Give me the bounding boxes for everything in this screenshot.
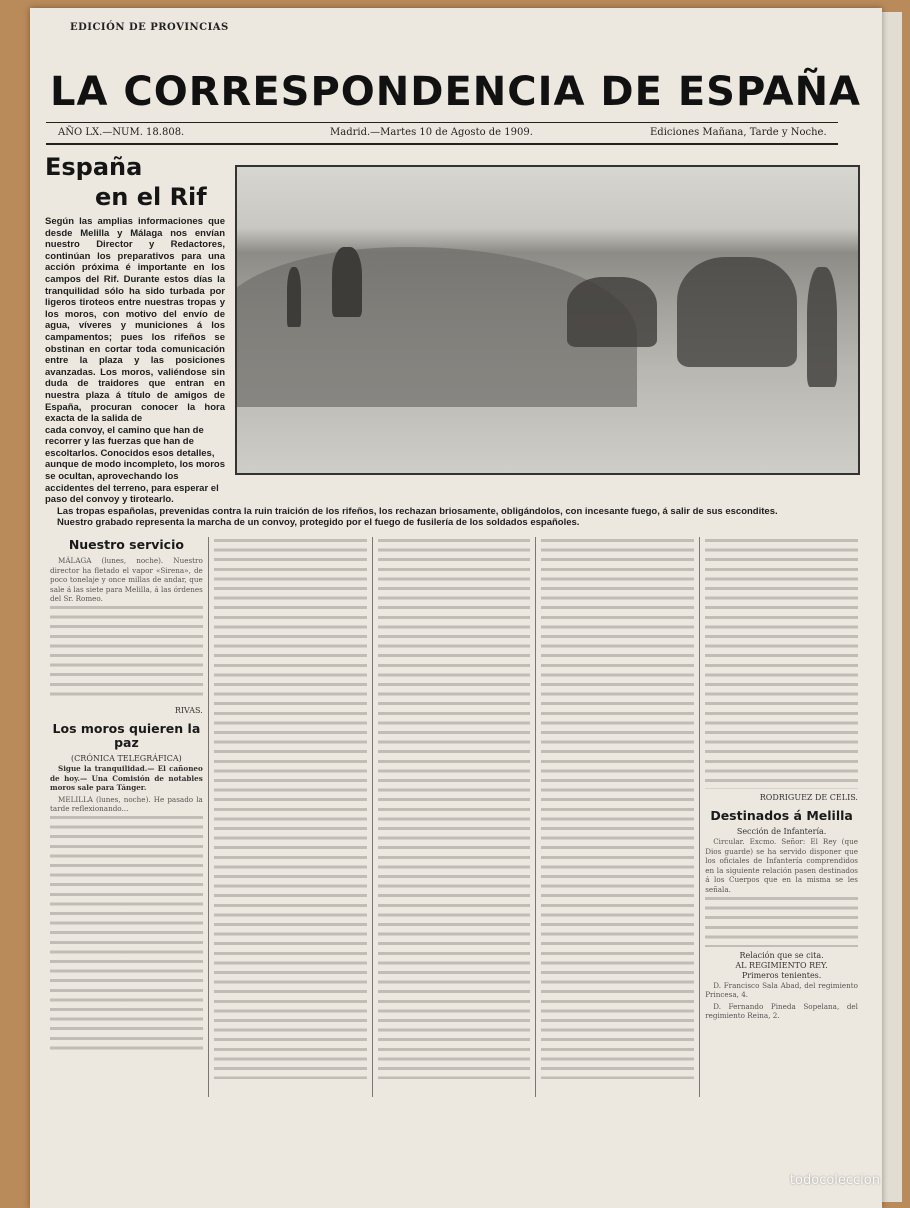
column-2 — [209, 537, 373, 1097]
article-text — [541, 539, 694, 1079]
editions-label: Ediciones Mañana, Tarde y Noche. — [650, 127, 827, 138]
article-body: Circular. Excmo. Señor: El Rey (que Dios guarde) se ha servido disponer que los oficiales de Infantería comprendidos en la siguiente relación pasen destinados á los Cuerpos que en la misma se les señala. — [705, 837, 858, 894]
lead-article-body: Según las amplias informaciones que desde Melilla y Málaga nos envían nuestro Director y Redactores, continúan los preparativos para una acción próxima é importante en los campos del Rif. Durante estos días la tranquilidad sólo ha sido turbada por ligeros tiroteos entre nuestras tropas y los moros, con motivo del envío de agua, víveres y municiones á los campamentos; pues los rifeños se obstinan en cortar toda comunicación entre la plaza y las posiciones avanzadas. Los moros, valiéndose sin duda de traidores que entran en nuestra plaza á título de amigos de España, procuran conocer la hora exacta de la salida de — [45, 216, 225, 425]
article-body: MELILLA (lunes, noche). He pasado la tarde reflexionando... — [50, 794, 203, 814]
article-subtitle: Sección de Infantería. — [736, 827, 827, 837]
article-text — [50, 816, 203, 1056]
masthead-rule — [46, 122, 838, 123]
column-3 — [373, 537, 537, 1097]
officer-name: D. Francisco Sala Abad, del regimiento Princesa, 4. — [705, 980, 858, 1000]
article-summary: Sigue la tranquilidad.— El cañoneo de hoy.— Una Comisión de notables moros sale para Tánger. — [50, 764, 203, 793]
article-subtitle: (CRÓNICA TELEGRÁFICA) — [71, 754, 182, 763]
underlying-page — [880, 12, 902, 1202]
page-body — [45, 152, 860, 1097]
issue-number: AÑO LX.—NUM. 18.808. — [58, 127, 185, 138]
masthead-rule-bottom — [46, 143, 838, 145]
column-5 — [700, 537, 863, 1097]
dateline: Madrid.—Martes 10 de Agosto de 1909. — [330, 127, 533, 138]
column-4 — [536, 537, 700, 1097]
article-body: MÁLAGA (lunes, noche). Nuestro director ha fletado el vapor «Sirena», de poco tonelaje y once millas de andar, que sale á las siete para Melilla, á las órdenes del Sr. Romeo. — [50, 556, 203, 604]
signature: RODRIGUEZ DE CELIS. — [759, 793, 858, 803]
article-title: Nuestro servicio — [68, 537, 184, 553]
lead-paragraph: Las tropas españolas, prevenidas contra la ruin traición de los rifeños, los rechazan briosamente, obligándolos, con incesante fuego, á salir de sus escondites. — [57, 505, 778, 517]
rank-label: Primeros tenientes. — [741, 970, 822, 980]
article-columns — [45, 537, 863, 1097]
headline-line-1: España — [45, 153, 143, 181]
photo-caption: Nuestro grabado representa la marcha de un convoy, protegido por el fuego de fusilería de los soldados españoles. — [57, 517, 580, 529]
article-text — [705, 539, 858, 789]
article-text — [705, 897, 858, 947]
headline-line-2: en el Rif — [95, 183, 207, 211]
column-1 — [45, 537, 209, 1097]
article-text — [214, 539, 367, 1079]
edition-label: EDICIÓN DE PROVINCIAS — [70, 22, 229, 33]
newspaper-title: LA CORRESPONDENCIA DE ESPAÑA — [50, 69, 862, 115]
article-title: Destinados á Melilla — [710, 808, 853, 824]
article-text — [378, 539, 531, 1079]
convoy-engraving — [235, 165, 860, 475]
signature: RIVAS. — [174, 706, 203, 715]
regiment-label: AL REGIMIENTO REY. — [735, 960, 828, 970]
relation-label: Relación que se cita. — [739, 950, 824, 960]
article-title: Los moros quieren la paz — [52, 721, 201, 750]
lead-paragraph: cada convoy, el camino que han de recorrer y las fuerzas que han de escoltarlos. Conocidos esos detalles, aunque de modo incompleto, los moros se ocultan, aprovechando los accidentes del terreno, para esperar el paso del convoy y tirotearlo. — [45, 424, 225, 506]
watermark: todocoleccion — [789, 1173, 880, 1188]
officer-name: D. Fernando Pineda Sopelana, del regimiento Reina, 2. — [705, 1001, 858, 1021]
article-text — [50, 606, 203, 702]
